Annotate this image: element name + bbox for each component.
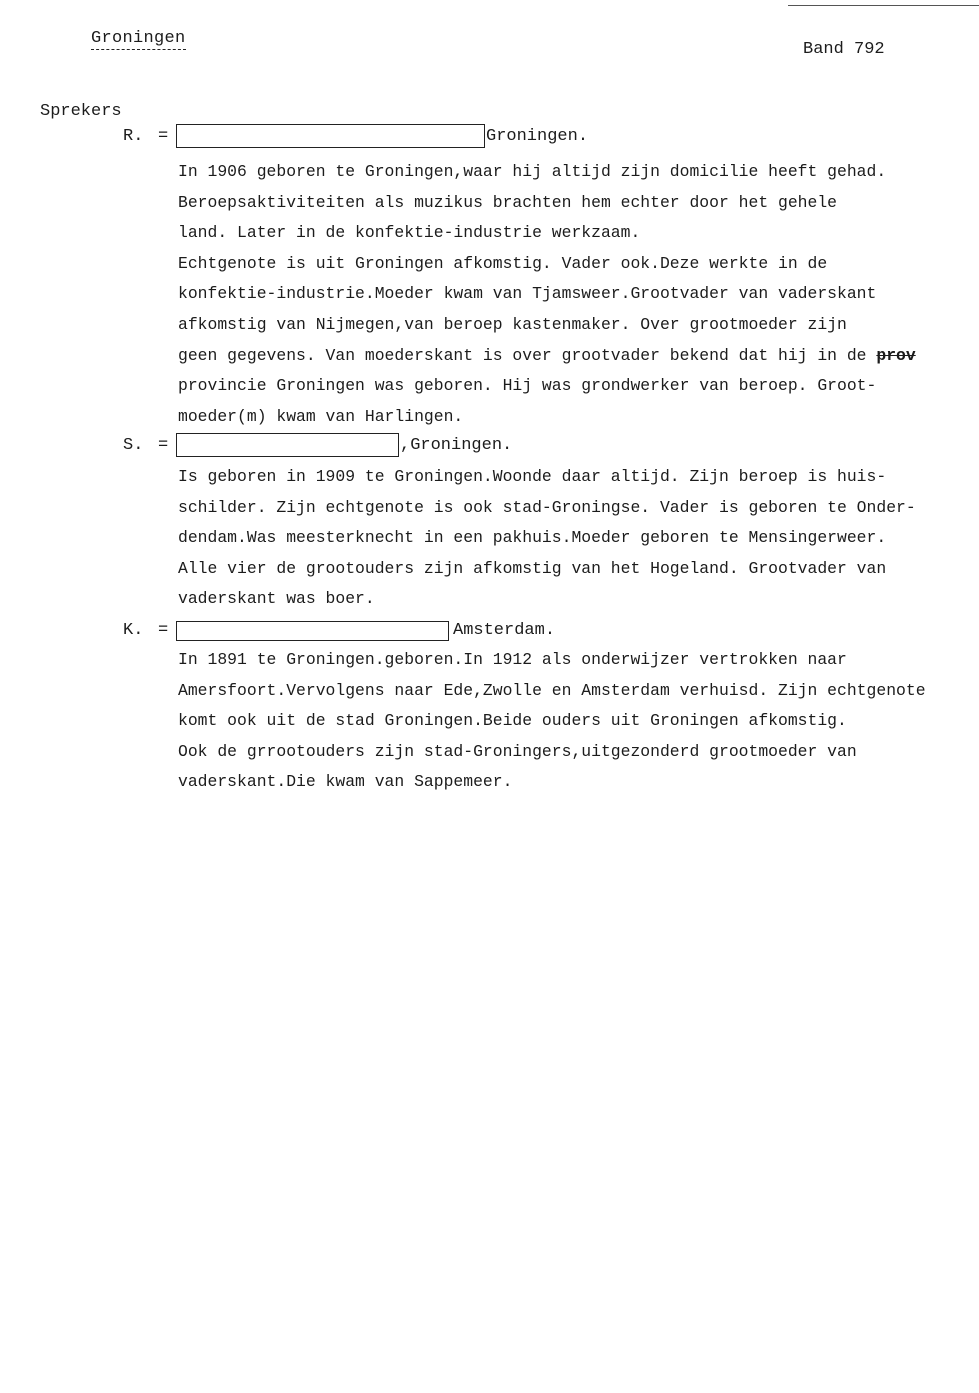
struck-out-text: prov [876, 345, 916, 365]
text-line [178, 341, 916, 372]
text-line: afkomstig van Nijmegen,van beroep kastenmaker. Over grootmoeder zijn [178, 314, 847, 334]
text-line: Is geboren in 1909 te Groningen.Woonde daar altijd. Zijn beroep is huis- [178, 467, 887, 486]
equals-sign: = [158, 127, 169, 146]
text-line: moeder(m) kwam van Harlingen. [178, 406, 464, 426]
text-line: Echtgenote is uit Groningen afkomstig. Vader ook.Deze werkte in de [178, 253, 828, 273]
redacted-name-box [176, 124, 485, 148]
speaker-city: Amsterdam. [453, 621, 556, 640]
speaker-city: Groningen. [486, 127, 589, 146]
text-line: provincie Groningen was geboren. Hij was grondwerker van beroep. Groot- [178, 376, 877, 396]
text-line: Beroepsaktiviteiten als muzikus brachten hem echter door het gehele [178, 192, 838, 212]
speaker-city: ,Groningen. [400, 436, 513, 455]
place-heading: Groningen [91, 29, 186, 48]
text-line-segment: geen gegevens. Van moederskant is over grootvader bekend dat hij in de [178, 345, 877, 365]
top-rule [788, 5, 979, 6]
text-line: vaderskant was boer. [178, 589, 375, 609]
speaker-k-description [178, 645, 926, 798]
text-line: In 1891 te Groningen.geboren.In 1912 als onderwijzer vertrokken naar [178, 650, 847, 669]
speaker-initial: R. [123, 127, 144, 146]
text-line: konfektie-industrie.Moeder kwam van Tjamsweer.Grootvader van vaderskant [178, 284, 877, 304]
text-line: Ook de grrootouders zijn stad-Groningers,uitgezonderd grootmoeder van [178, 741, 857, 761]
redacted-name-box [176, 433, 399, 457]
speaker-initial: S. [123, 436, 144, 455]
text-line: In 1906 geboren te Groningen,waar hij altijd zijn domicilie heeft gehad. [178, 162, 887, 181]
text-line: vaderskant.Die kwam van Sappemeer. [178, 772, 513, 792]
text-line: schilder. Zijn echtgenote is ook stad-Groningse. Vader is geboren te Onder- [178, 497, 916, 517]
text-line: Amersfoort.Vervolgens naar Ede,Zwolle en Amsterdam verhuisd. Zijn echtgenote [178, 680, 926, 700]
redacted-name-box [176, 621, 449, 641]
speaker-s-description [178, 462, 916, 615]
text-line: komt ook uit de stad Groningen.Beide ouders uit Groningen afkomstig. [178, 711, 847, 731]
equals-sign: = [158, 621, 169, 640]
equals-sign: = [158, 436, 169, 455]
band-number: Band 792 [803, 40, 885, 59]
text-line: dendam.Was meesterknecht in een pakhuis.Moeder geboren te Mensingerweer. [178, 528, 887, 548]
text-line: land. Later in de konfektie-industrie werkzaam. [178, 223, 641, 243]
speaker-r-description [178, 157, 916, 432]
text-line: Alle vier de grootouders zijn afkomstig van het Hogeland. Grootvader van [178, 558, 887, 578]
speaker-initial: K. [123, 621, 144, 640]
sprekers-label: Sprekers [40, 102, 122, 121]
